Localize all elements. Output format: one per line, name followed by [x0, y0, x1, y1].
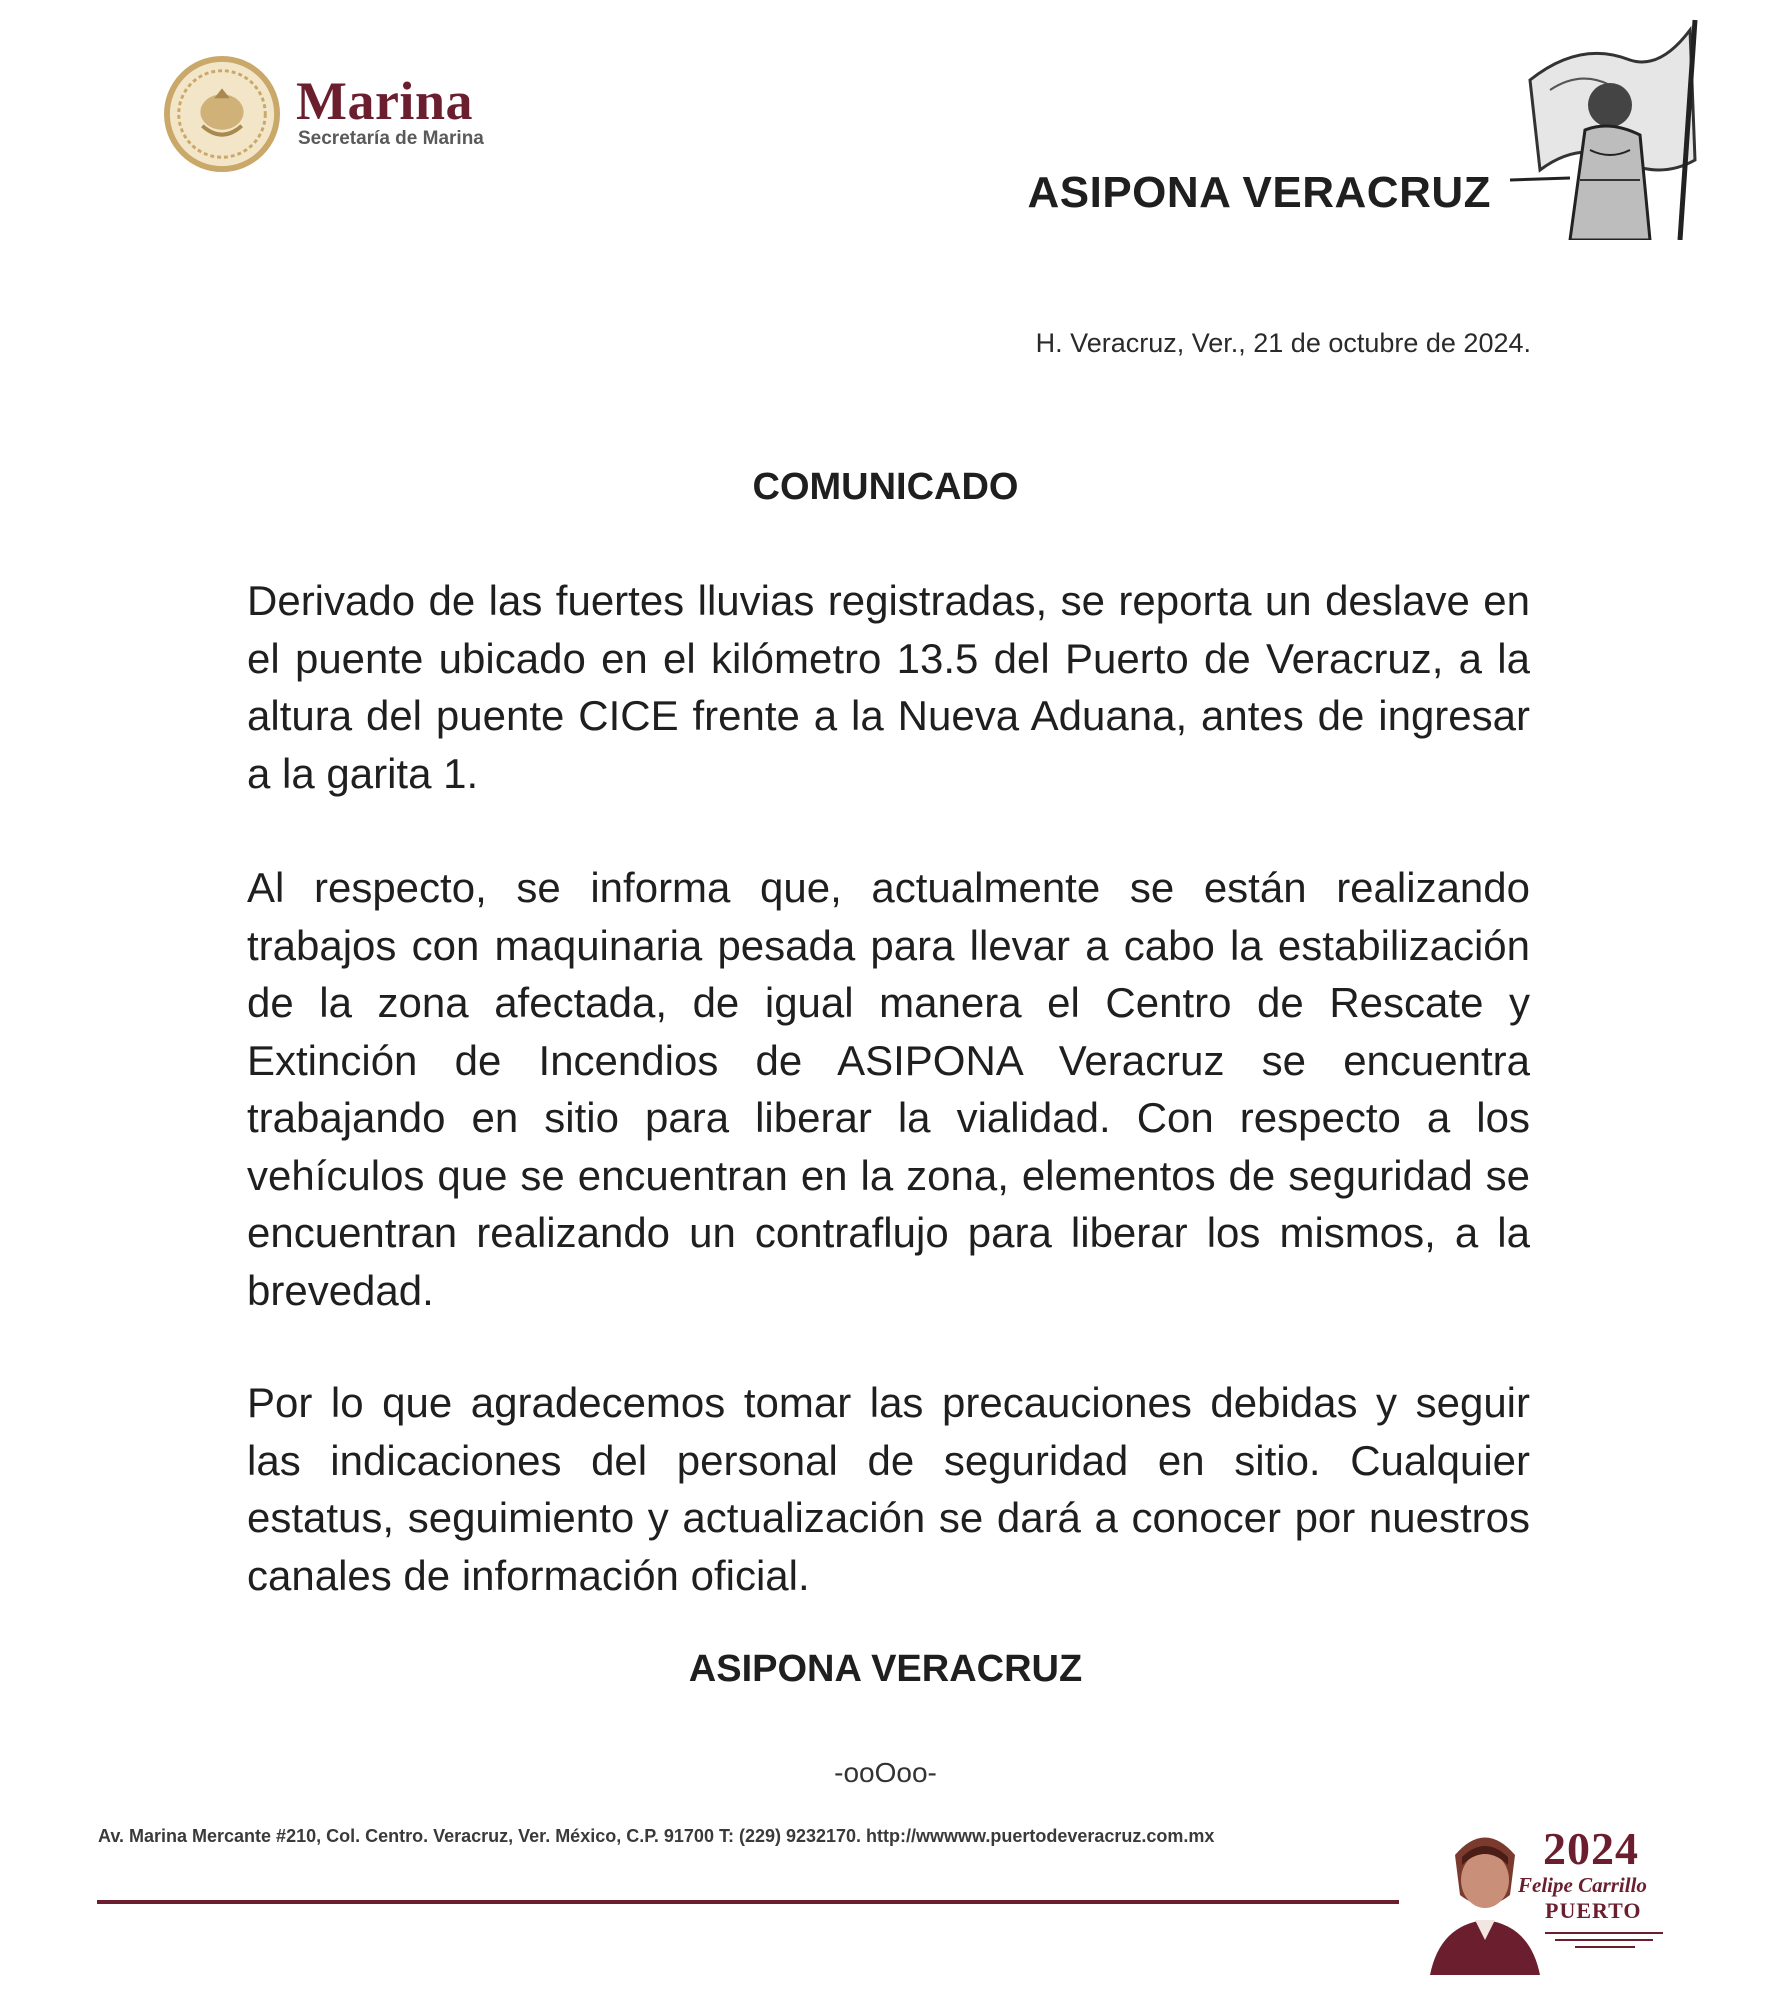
- asipona-title: ASIPONA VERACRUZ: [1027, 168, 1491, 217]
- marina-seal-logo: [163, 55, 281, 173]
- separator-mark: -ooOoo-: [834, 1757, 937, 1788]
- flag-bearer-illustration: [1490, 10, 1710, 240]
- body-paragraph-1: Derivado de las fuertes lluvias registradas, se reporta un deslave en el puente ubicado en el kilómetro 13.5 del Puerto de Veracruz, a la altura del puente CICE frente a la Nueva Aduana, antes de ingresar a la garita 1.: [247, 577, 1530, 797]
- year-2024: 2024: [1543, 1823, 1639, 1874]
- document-title: COMUNICADO: [752, 466, 1019, 508]
- marina-name: Marina: [296, 71, 473, 131]
- puerto-text: PUERTO: [1545, 1898, 1642, 1923]
- body-paragraph-2: Al respecto, se informa que, actualmente se están realizando trabajos con maquinaria pesada para llevar a cabo la estabilización de la zona afectada, de igual manera el Centro de Rescate y Extinción de Incendios de ASIPONA Veracruz se encuentra trabajando en sitio para liberar la vialidad. Con respecto a los vehículos que se encuentran en la zona, elementos de seguridad se encuentran realizando un contraflujo para liberar los mismos, a la brevedad.: [247, 864, 1530, 1314]
- footer-divider: [97, 1900, 1399, 1904]
- date-line: H. Veracruz, Ver., 21 de octubre de 2024.: [1035, 328, 1531, 358]
- small-print-lines: [1545, 1928, 1665, 1950]
- marina-subtitle: Secretaría de Marina: [298, 128, 484, 149]
- footer-address: Av. Marina Mercante #210, Col. Centro. Veracruz, Ver. México, C.P. 91700 T: (229) 9232170. http://wwwww.puertodeveracruz.com.mx: [98, 1826, 1215, 1846]
- signature: ASIPONA VERACRUZ: [688, 1648, 1083, 1690]
- felipe-carrillo-text: Felipe Carrillo: [1518, 1873, 1647, 1897]
- body-paragraph-3: Por lo que agradecemos tomar las precauciones debidas y seguir las indicaciones del personal de seguridad en sitio. Cualquier estatus, seguimiento y actualización se dará a conocer por nuestros canales de información oficial.: [247, 1379, 1530, 1599]
